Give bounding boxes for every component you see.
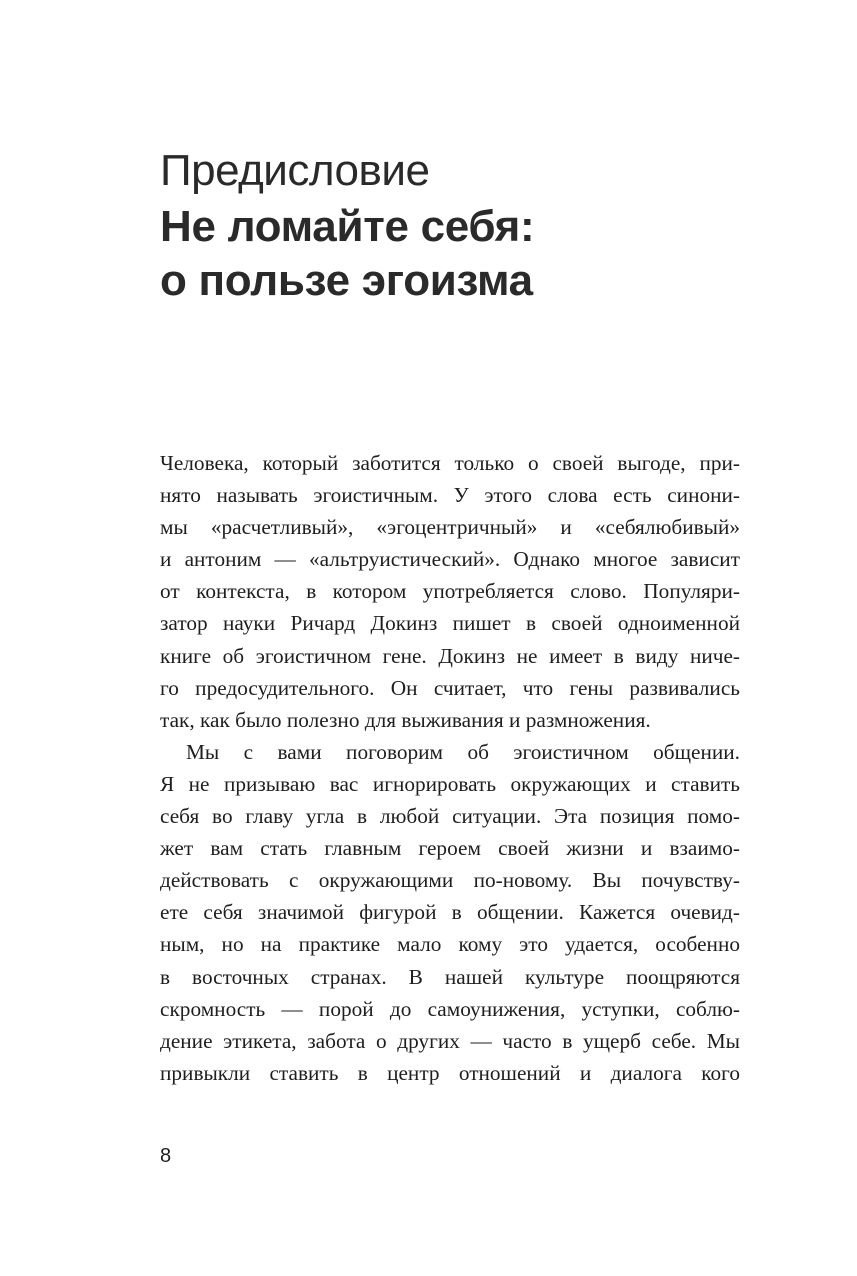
chapter-title-line: Не ломайте себя: [160, 202, 535, 251]
text-line: ным, но на практике мало кому это удается, особенно [160, 932, 740, 957]
chapter-heading [160, 142, 780, 308]
text-line: Я не призываю вас игнорировать окружающих и ставить [160, 771, 740, 796]
text-line: дение этикета, забота о других — часто в ущерб себе. Мы [160, 1028, 740, 1053]
text-line: жет вам стать главным героем своей жизни и взаимо- [160, 836, 740, 861]
text-line: мы «расчетливый», «эгоцентричный» и «себялюбивый» [160, 515, 740, 540]
body-text [160, 447, 740, 1089]
text-line: так, как было полезно для выживания и размножения. [160, 707, 651, 732]
text-line: привыкли ставить в центр отношений и диалога кого [160, 1060, 740, 1085]
text-line: действовать с окружающими по-новому. Вы почувству- [160, 868, 740, 893]
chapter-title [160, 200, 780, 308]
text-line: Человека, который заботится только о своей выгоде, при- [160, 451, 740, 475]
text-line: и антоним — «альтруистический». Однако многое зависит [160, 547, 740, 572]
text-line: книге об эгоистичном гене. Докинз не имеет в виду ниче- [160, 643, 740, 668]
text-line: в восточных странах. В нашей культуре поощряются [160, 964, 740, 989]
text-line: от контекста, в котором употребляется слово. Популяри- [160, 579, 740, 604]
page-number: 8 [160, 1145, 172, 1167]
text-line: ете себя значимой фигурой в общении. Кажется очевид- [160, 900, 740, 925]
chapter-title-line: о пользе эгоизма [160, 256, 533, 305]
text-line: Мы с вами поговорим об эгоистичном общении. [186, 739, 740, 764]
text-line: го предосудительного. Он считает, что гены развивались [160, 675, 740, 700]
chapter-label: Предисловие [160, 146, 430, 195]
text-line: скромность — порой до самоунижения, уступки, соблю- [160, 996, 740, 1021]
text-line: затор науки Ричард Докинз пишет в своей одноименной [160, 611, 740, 636]
text-line: нято называть эгоистичным. У этого слова есть синони- [160, 483, 740, 508]
text-line: себя во главу угла в любой ситуации. Эта позиция помо- [160, 804, 740, 829]
